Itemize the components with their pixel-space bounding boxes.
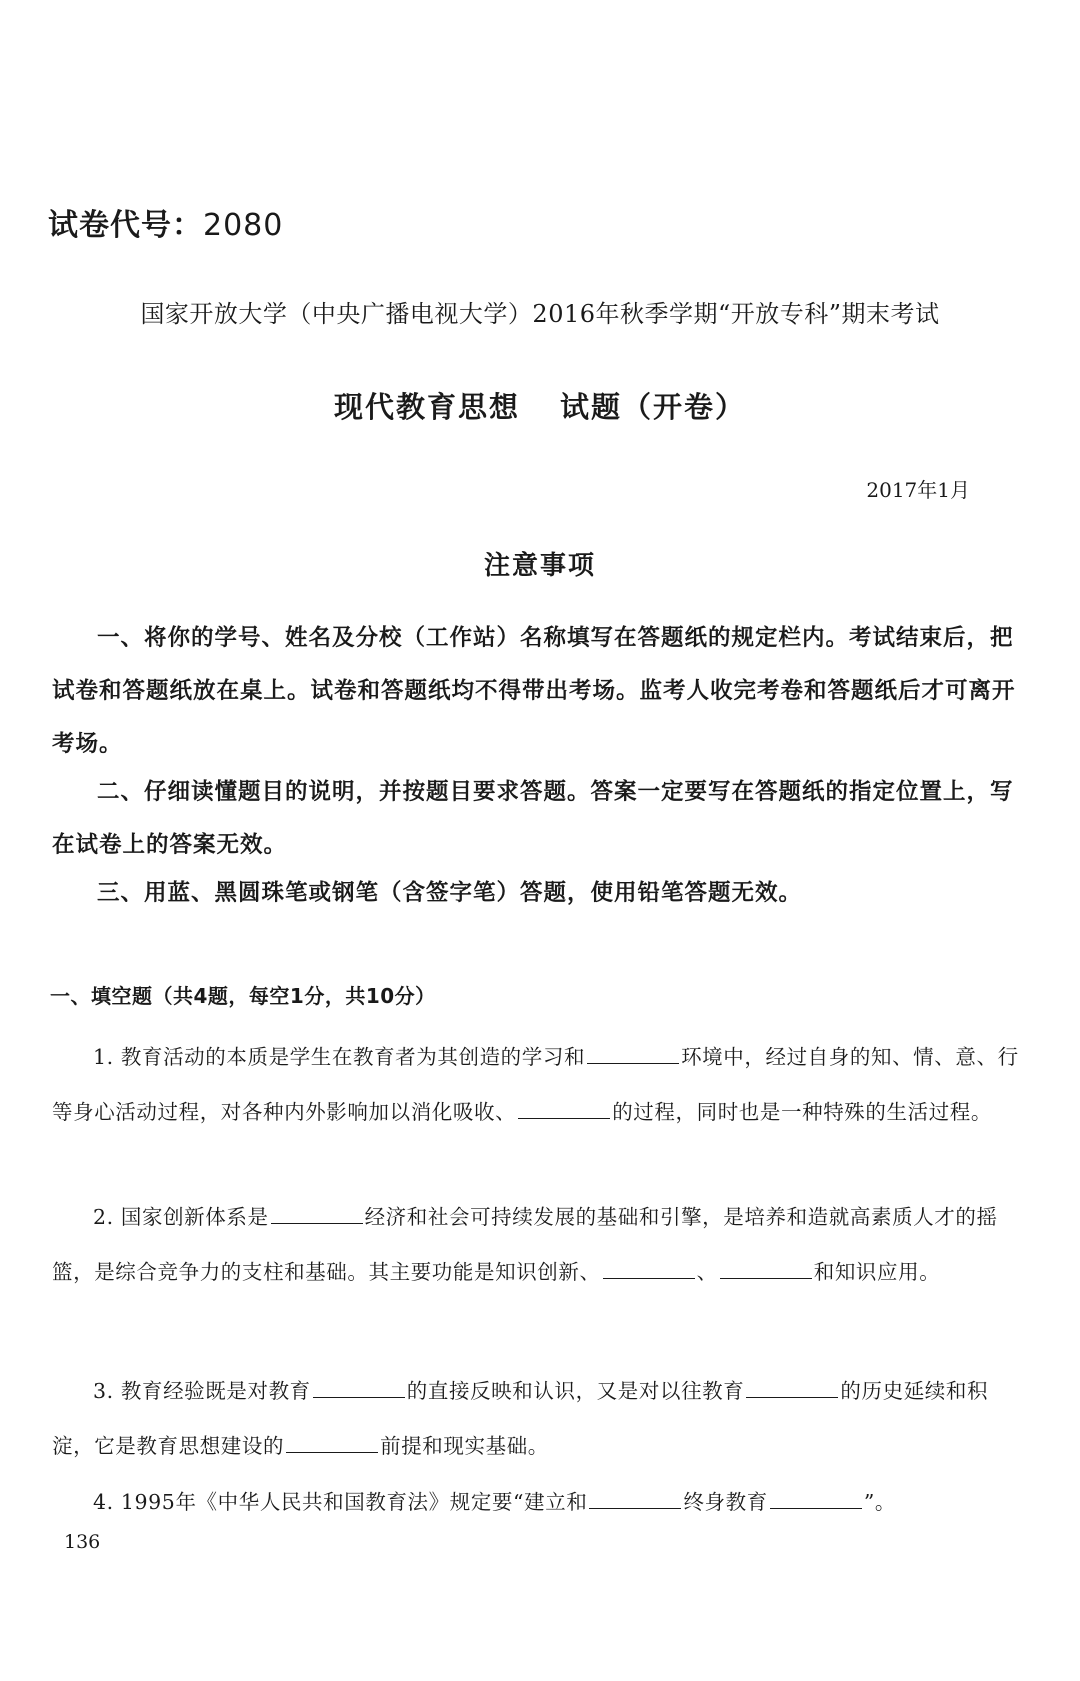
question-3-text-a: 3. 教育经验既是对教育 <box>93 1379 311 1403</box>
question-1-text-b: 环境中，经过自身的知、情、意、行等身心活动过程，对各种内外影响加以消化吸收、 <box>52 1045 1019 1124</box>
answer-blank <box>720 1258 812 1279</box>
exam-date: 2017年1月 <box>866 478 970 502</box>
question-1-text-a: 1. 教育活动的本质是学生在教育者为其创造的学习和 <box>93 1045 586 1069</box>
answer-blank <box>286 1432 378 1453</box>
question-2-text-c: 、 <box>696 1260 718 1284</box>
exam-title: 国家开放大学（中央广播电视大学）2016年秋季学期“开放专科”期末考试 <box>140 300 940 328</box>
subject-name: 现代教育思想 <box>333 390 520 424</box>
question-4-text-c: ”。 <box>863 1490 897 1514</box>
question-4 <box>52 1475 1030 1530</box>
answer-blank <box>770 1488 862 1509</box>
answer-blank <box>313 1377 405 1398</box>
subject-suffix: 试题（开卷） <box>560 390 747 424</box>
notice-item-3: 三、用蓝、黑圆珠笔或钢笔（含签字笔）答题，使用铅笔答题无效。 <box>97 880 803 906</box>
page-number: 136 <box>64 1531 101 1553</box>
question-1 <box>52 1030 1030 1140</box>
section-heading: 一、填空题（共4题，每空1分，共10分） <box>50 984 436 1008</box>
question-2-text-b: 经济和社会可持续发展的基础和引擎，是培养和造就高素质人才的摇篮，是综合竞争力的支柱和基础。其主要功能是知识创新、 <box>52 1205 998 1284</box>
notice-item-2: 二、仔细读懂题目的说明，并按题目要求答题。答案一定要写在答题纸的指定位置上，写在试卷上的答案无效。 <box>52 779 1014 858</box>
notice-title: 注意事项 <box>483 551 596 581</box>
answer-blank <box>271 1203 363 1224</box>
notice-item-1: 一、将你的学号、姓名及分校（工作站）名称填写在答题纸的规定栏内。考试结束后，把试卷和答题纸放在桌上。试卷和答题纸均不得带出考场。监考人收完考卷和答题纸后才可离开考场。 <box>52 625 1016 757</box>
answer-blank <box>587 1043 679 1064</box>
question-2 <box>52 1190 1030 1300</box>
answer-blank <box>746 1377 838 1398</box>
subject-title <box>0 385 1080 426</box>
question-4-text-b: 终身教育 <box>683 1490 768 1514</box>
question-2-text-d: 和知识应用。 <box>813 1260 941 1284</box>
question-4-text-a: 4. 1995年《中华人民共和国教育法》规定要“建立和 <box>93 1490 588 1514</box>
question-2-text-a: 2. 国家创新体系是 <box>93 1205 269 1229</box>
question-3 <box>52 1364 1030 1474</box>
question-1-text-c: 的过程，同时也是一种特殊的生活过程。 <box>612 1100 993 1124</box>
answer-blank <box>589 1488 681 1509</box>
paper-code-label: 试卷代号： <box>48 208 203 243</box>
paper-code <box>48 200 283 244</box>
answer-blank <box>603 1258 695 1279</box>
question-3-text-c: 的历史延续和积淀，它是教育思想建设的 <box>52 1379 989 1458</box>
paper-code-value: 2080 <box>203 208 284 243</box>
answer-blank <box>518 1098 610 1119</box>
question-3-text-d: 前提和现实基础。 <box>380 1434 549 1458</box>
question-3-text-b: 的直接反映和认识，又是对以往教育 <box>406 1379 745 1403</box>
